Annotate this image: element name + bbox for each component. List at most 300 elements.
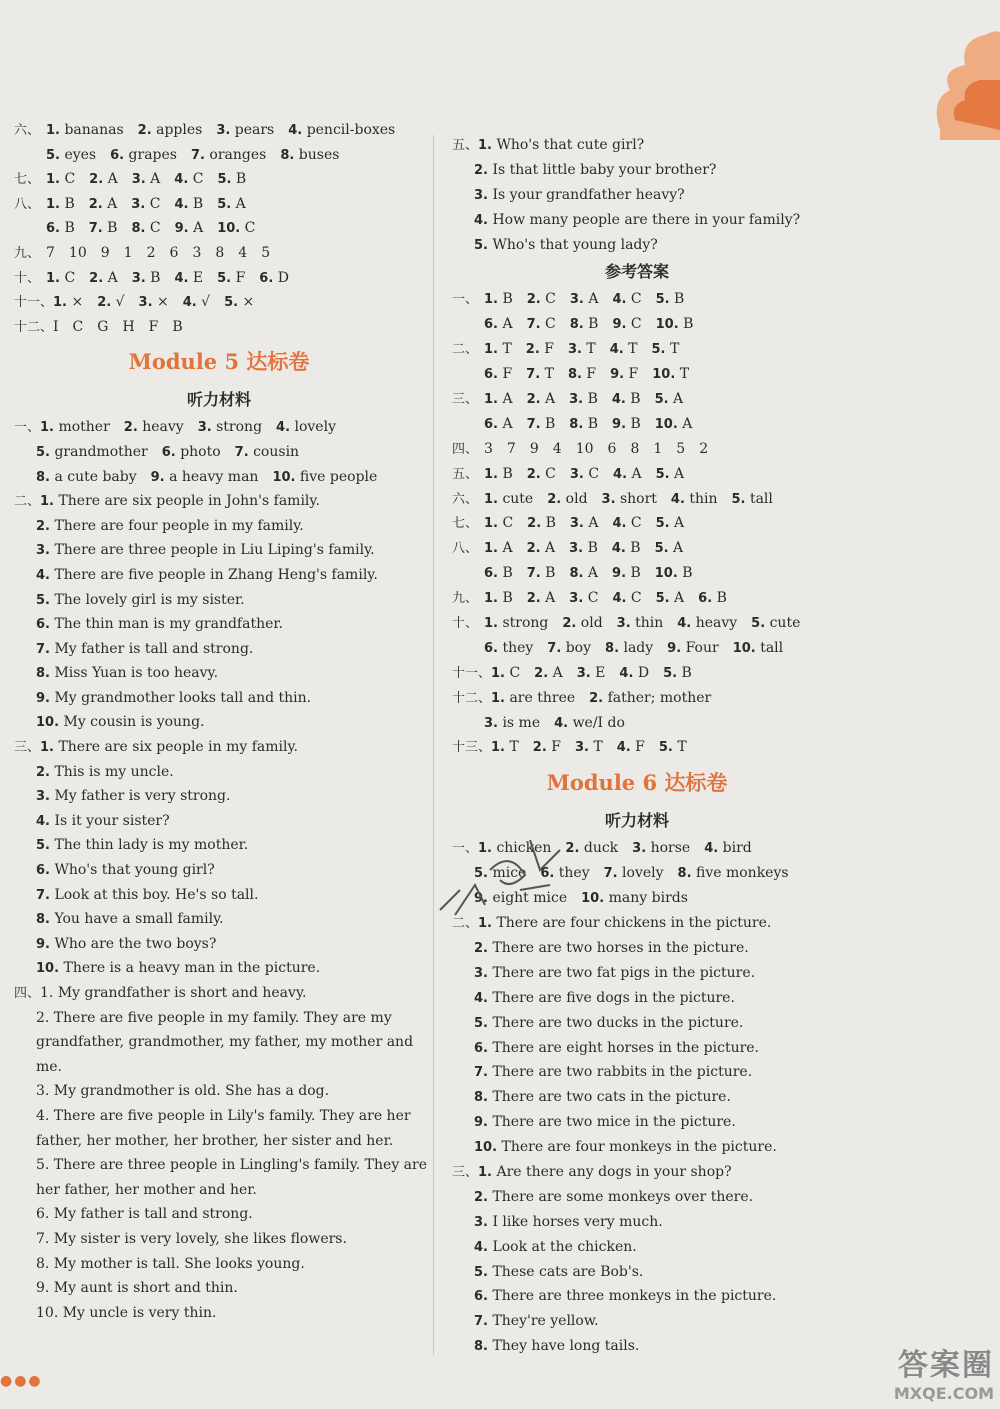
page-dots: ●●● (0, 1373, 43, 1389)
item-number: 3. (616, 616, 631, 632)
answer-row (452, 437, 822, 462)
item-number: 9. (474, 891, 488, 907)
item-number: 5. (651, 342, 666, 358)
sentence-text: There are five dogs in the picture. (492, 989, 735, 1006)
answer-row (452, 561, 822, 586)
sentence-text: There are two mice in the picture. (492, 1114, 736, 1131)
item-number: 2. (97, 295, 112, 311)
item-number: 9. (174, 221, 189, 237)
item-value: B (587, 391, 598, 408)
item-number: 4. (612, 516, 627, 532)
answer-item (40, 415, 110, 441)
module-title (452, 760, 822, 806)
answer-item (46, 266, 75, 292)
answer-item (46, 216, 75, 242)
item-value: old (580, 615, 603, 632)
item-number: 9. (150, 469, 165, 485)
answer-item (570, 511, 599, 537)
answer-item (217, 192, 246, 218)
item-value: B (588, 316, 599, 333)
item-value: heavy (695, 615, 738, 632)
answer-item (526, 337, 554, 363)
item-value: E (595, 664, 606, 681)
item-value: buses (298, 146, 340, 163)
item-value: is me (502, 714, 541, 731)
answer-row (452, 337, 822, 362)
answer-item (581, 886, 688, 912)
answer-item (131, 192, 160, 218)
item-number: 8. (36, 666, 50, 682)
item-number: 3. (36, 789, 50, 805)
answer-item (589, 686, 711, 712)
item-number: 2. (36, 518, 50, 534)
item-number: 1. (491, 665, 505, 681)
sentence-line (452, 133, 822, 158)
item-number: 7. (526, 367, 541, 383)
answer-item (527, 387, 556, 413)
item-value: F (635, 739, 645, 756)
item-value: B (587, 415, 599, 432)
item-value: lovely (294, 419, 336, 436)
paragraph-line (14, 981, 424, 1006)
sentence-text: My father is very strong. (54, 788, 231, 805)
item-value: E (192, 269, 204, 286)
item-value: apples (156, 122, 203, 138)
answer-item (704, 836, 752, 862)
answer-item (183, 290, 210, 316)
answer-item (612, 287, 641, 313)
sentence-line (452, 1011, 822, 1036)
answer-item (655, 561, 693, 587)
item-value: A (235, 195, 246, 212)
answer-item (174, 266, 203, 292)
item-number: 5. (654, 541, 669, 557)
sentence-text: There are six people in John's family. (58, 493, 320, 510)
item-number: 5. (658, 740, 673, 756)
item-value: C (149, 195, 161, 212)
item-number: 6. (46, 221, 60, 237)
paragraph-line (14, 1178, 424, 1203)
sentence-text: Is your grandfather heavy? (492, 186, 685, 203)
item-value: chicken (496, 840, 552, 857)
item-number: 2. (525, 342, 540, 358)
item-value: photo (180, 443, 221, 460)
item-number: 2. (474, 1189, 488, 1205)
item-number: 2. (565, 841, 580, 857)
answer-row (452, 611, 822, 636)
item-number: 8. (569, 317, 584, 333)
item-value: T (544, 366, 554, 383)
answer-item (216, 118, 274, 144)
answer-item (534, 661, 563, 687)
answer-item (97, 315, 108, 341)
paragraph-text: father, her mother, her brother, her sister and her. (36, 1132, 394, 1149)
sentence-line (14, 538, 424, 563)
sentence-line (452, 208, 822, 233)
item-value: A (587, 565, 599, 582)
item-number: 3. (131, 172, 146, 188)
answer-item (484, 462, 513, 488)
item-number: 8. (569, 416, 584, 432)
item-number: 4. (276, 420, 291, 436)
item-number: 1. (484, 516, 498, 532)
item-value: bananas (64, 122, 124, 138)
item-value: are three (509, 689, 576, 706)
answer-item (46, 167, 75, 193)
section-marker: 一、 (452, 841, 479, 857)
item-number: 5. (217, 172, 232, 188)
item-value: A (588, 515, 599, 532)
item-value: A (588, 291, 599, 308)
sentence-text: How many people are there in your family? (492, 211, 801, 228)
item-value: A (673, 391, 684, 408)
answer-item (151, 465, 259, 491)
item-number: 9. (612, 416, 627, 432)
answer-item (655, 387, 684, 413)
answer-item (174, 192, 203, 218)
item-value: T (509, 739, 519, 756)
answer-item (215, 241, 224, 267)
answer-item (73, 315, 84, 341)
item-number: 4. (474, 990, 488, 1006)
item-number: 1. (484, 292, 498, 308)
answer-item (280, 143, 339, 169)
item-value: A (552, 664, 563, 681)
answer-item (97, 290, 124, 316)
sentence-text: Who are the two boys? (54, 935, 217, 952)
answer-item (217, 266, 245, 292)
item-value: 5 (676, 440, 686, 457)
item-number: 9. (474, 1115, 488, 1131)
answer-row (14, 167, 424, 192)
item-number: 7. (526, 566, 541, 582)
item-number: 2. (89, 270, 104, 286)
answer-item (656, 287, 685, 313)
answer-item (527, 412, 556, 438)
item-value: duck (583, 840, 619, 857)
item-number: 10. (474, 1140, 498, 1156)
item-number: 7. (88, 221, 103, 237)
item-number: 1. (46, 196, 60, 212)
answer-item (612, 312, 641, 338)
item-number: 10. (272, 469, 296, 485)
answer-row (452, 362, 822, 387)
item-number: 3. (569, 516, 584, 532)
item-value: B (630, 415, 641, 432)
answer-row (14, 465, 424, 490)
item-value: × (156, 294, 169, 311)
item-value: 3 (192, 244, 202, 261)
sentence-line (14, 932, 424, 957)
item-value: B (150, 269, 161, 286)
paragraph-line (14, 1104, 424, 1129)
item-number: 2. (123, 420, 138, 436)
item-value: cute (502, 490, 534, 507)
sentence-text: Who's that cute girl? (496, 137, 645, 153)
answer-item (527, 586, 556, 612)
item-value: √ (201, 294, 211, 311)
sentence-text: My father is tall and strong. (54, 640, 254, 657)
answer-row (14, 290, 424, 315)
answer-item (288, 118, 395, 144)
item-number: 6. (474, 1040, 488, 1056)
answer-item (484, 536, 513, 562)
item-number: 5. (655, 292, 670, 308)
item-value: a cute baby (54, 468, 137, 485)
item-number: 5. (474, 1015, 488, 1031)
item-value: lovely (622, 865, 664, 882)
sentence-text: There are two horses in the picture. (492, 939, 749, 956)
section-marker: 十二、 (14, 319, 54, 335)
item-value: T (593, 739, 603, 756)
item-number: 5. (655, 516, 670, 532)
item-value: many birds (608, 890, 688, 907)
item-number: 7. (474, 1314, 488, 1330)
sentence-line (14, 563, 424, 588)
item-value: they (502, 639, 534, 656)
item-value: A (502, 316, 513, 333)
answer-item (667, 636, 719, 662)
item-number: 9. (36, 690, 50, 706)
item-value: B (172, 318, 183, 335)
item-value: × (242, 294, 255, 311)
item-value: A (107, 269, 118, 286)
sentence-line (452, 986, 822, 1011)
item-number: 3. (131, 270, 146, 286)
item-number: 1. (40, 494, 54, 510)
item-number: 1. (484, 392, 498, 408)
sentence-line (452, 1185, 822, 1210)
answer-item (612, 586, 641, 612)
item-value: short (619, 490, 657, 507)
item-value: T (628, 341, 638, 358)
item-number: 7. (234, 444, 249, 460)
paragraph-line (14, 1276, 424, 1301)
item-number: 3. (138, 295, 153, 311)
sentence-text: There are two ducks in the picture. (492, 1014, 744, 1031)
section-marker: 六、 (14, 123, 41, 138)
section-marker: 三、 (14, 740, 41, 756)
item-value: grandmother (54, 443, 148, 460)
item-value: B (681, 664, 692, 681)
answer-item (238, 241, 247, 267)
sentence-line (14, 833, 424, 858)
answer-item (656, 511, 685, 537)
sentence-line (14, 858, 424, 883)
section-marker: 十一、 (14, 295, 54, 311)
item-value: 1 (653, 440, 663, 457)
section-marker: 一、 (14, 420, 41, 436)
item-value: C (545, 316, 556, 333)
answer-item (198, 415, 262, 441)
sentence-text: These cats are Bob's. (492, 1263, 644, 1280)
sentence-line (14, 710, 424, 735)
answer-item (491, 686, 575, 712)
answer-row (452, 735, 822, 760)
section-marker: 九、 (452, 591, 479, 607)
answer-item (733, 636, 783, 662)
item-number: 10. (36, 961, 60, 977)
item-number: 1. (484, 616, 498, 632)
sentence-text: There are two cats in the picture. (492, 1089, 731, 1106)
item-number: 4. (704, 841, 719, 857)
item-value: pears (234, 122, 275, 138)
item-value: B (502, 465, 513, 482)
answer-row (14, 241, 424, 266)
item-value: A (545, 391, 556, 408)
item-number: 9. (612, 317, 627, 333)
item-value: B (630, 540, 641, 557)
answer-item (491, 661, 520, 687)
module-title-en: Module 6 (546, 770, 658, 796)
item-value: C (587, 590, 599, 607)
sentence-text: There are four people in my family. (54, 517, 304, 534)
sentence-line (14, 661, 424, 686)
answer-item (53, 315, 59, 341)
answer-item (610, 362, 638, 388)
section-marker: 十一、 (452, 665, 492, 681)
answer-item (751, 611, 800, 637)
answer-item (554, 711, 625, 737)
answer-item (569, 412, 598, 438)
item-value: C (630, 515, 642, 532)
answer-item (568, 362, 596, 388)
item-number: 1. (484, 466, 498, 482)
answer-item (124, 241, 133, 267)
sentence-line (452, 1284, 822, 1309)
answer-item (570, 287, 599, 313)
item-value: horse (650, 840, 691, 857)
section-marker: 三、 (452, 1164, 479, 1180)
item-number: 2. (534, 665, 549, 681)
item-number: 3. (484, 715, 498, 731)
item-number: 2. (474, 162, 488, 178)
item-number: 4. (288, 123, 303, 138)
item-value: C (545, 465, 556, 482)
sentence-text: They have long tails. (492, 1338, 640, 1355)
answer-item (656, 312, 694, 338)
sentence-text: This is my uncle. (54, 763, 174, 780)
sentence-line (14, 809, 424, 834)
item-value: 4 (552, 440, 562, 457)
item-number: 2. (532, 740, 547, 756)
item-number: 6. (36, 617, 50, 633)
item-value: A (545, 590, 556, 607)
item-value: old (565, 490, 588, 507)
answer-item (630, 437, 639, 463)
section-marker: 五、 (452, 138, 479, 153)
item-number: 8. (567, 367, 582, 383)
sentence-line (14, 735, 424, 760)
item-value: B (716, 590, 727, 607)
answer-item (53, 290, 83, 316)
answer-item (602, 487, 657, 513)
sentence-line (452, 1260, 822, 1285)
sentence-text: I like horses very much. (492, 1213, 663, 1230)
answer-item (276, 415, 336, 441)
item-number: 1. (46, 270, 60, 286)
answer-item (568, 337, 596, 363)
answer-item (192, 241, 201, 267)
answer-item (261, 241, 270, 267)
item-number: 7. (36, 641, 50, 657)
item-value: eyes (64, 146, 97, 163)
answer-item (617, 735, 645, 761)
item-value: 10 (68, 244, 87, 261)
answer-item (553, 437, 562, 463)
sentence-line (452, 1135, 822, 1160)
answer-item (663, 661, 692, 687)
section-marker: 十、 (14, 270, 41, 286)
answer-row (452, 387, 822, 412)
answer-item (217, 216, 255, 242)
sentence-text: There are eight horses in the picture. (492, 1039, 760, 1056)
section-marker: 一、 (452, 292, 479, 308)
answer-item (484, 487, 533, 513)
item-number: 2. (589, 690, 604, 706)
item-number: 2. (526, 466, 541, 482)
answer-item (610, 337, 638, 363)
item-number: 8. (677, 866, 692, 882)
item-number: 4. (613, 466, 628, 482)
answer-item (484, 511, 513, 537)
item-number: 6. (484, 416, 498, 432)
answer-item (272, 465, 377, 491)
section-marker: 六、 (452, 491, 479, 507)
item-value: B (502, 291, 513, 308)
answer-item (110, 143, 177, 169)
item-number: 8. (280, 147, 295, 163)
item-value: a heavy man (169, 468, 259, 485)
item-value: A (502, 391, 513, 408)
answer-row (452, 586, 822, 611)
sentence-text: The thin man is my grandfather. (54, 616, 283, 633)
sentence-line (452, 936, 822, 961)
answer-item (608, 437, 617, 463)
watermark (894, 1340, 994, 1403)
item-number: 10. (654, 416, 678, 432)
answer-item (526, 362, 554, 388)
item-value: strong (502, 615, 549, 632)
item-value: thin (635, 615, 664, 632)
sentence-text: Who's that young lady? (492, 236, 658, 253)
item-value: 9 (529, 440, 539, 457)
item-value: B (545, 415, 556, 432)
item-value: tall (749, 490, 773, 507)
item-number: 8. (131, 221, 146, 237)
answer-item (46, 118, 124, 144)
sentence-line (452, 1334, 822, 1359)
answer-item (138, 118, 203, 144)
answer-item (224, 290, 254, 316)
item-value: F (544, 341, 554, 358)
item-number: 8. (474, 1090, 488, 1106)
item-value: five people (299, 468, 378, 485)
item-number: 9. (36, 936, 50, 952)
item-value: 8 (215, 244, 225, 261)
item-value: 1 (123, 244, 133, 261)
listening-material-title: 听力材料 (604, 811, 669, 831)
item-number: 10. (217, 221, 241, 237)
item-value: heavy (142, 419, 184, 436)
item-number: 2. (547, 491, 562, 507)
item-number: 5. (217, 270, 232, 286)
sentence-line (14, 907, 424, 932)
item-value: A (107, 195, 118, 212)
answer-item (491, 735, 519, 761)
item-value: B (682, 565, 693, 582)
section-marker: 七、 (14, 172, 41, 188)
